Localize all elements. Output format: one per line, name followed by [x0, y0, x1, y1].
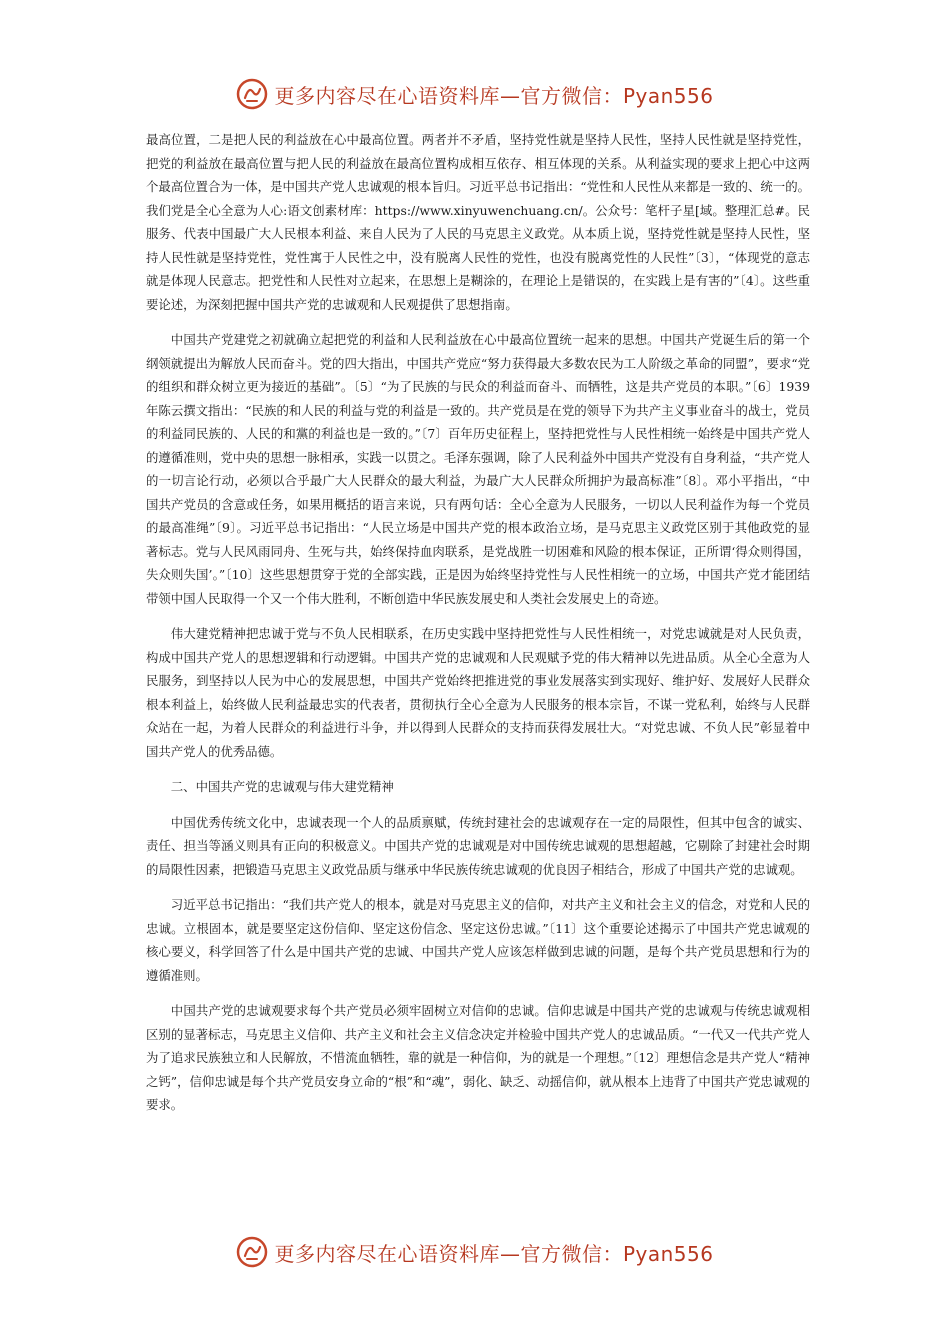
header-banner: [0, 74, 950, 114]
section-heading: 二、中国共产党的忠诚观与伟大建党精神: [170, 779, 394, 794]
banner-text: 更多内容尽在心语资料库—官方微信：Pyan556: [274, 1241, 714, 1266]
seal-logo-icon: [236, 78, 268, 110]
paragraph-6: 中国共产党的忠诚观要求每个共产党员必须牢固树立对信仰的忠诚。信仰忠诚是中国共产党的忠诚观与传统忠诚观相区别的显著标志，马克思主义信仰、共产主义和社会主义信念决定并检验中国共产党人的忠诚品质。“一代又一代共产党人为了追求民族独立和人民解放，不惜流血牺牲，靠的就是一种信仰，为的就是一个理想。”〔12〕理想信念是共产党人“精神之钙”，信仰忠诚是每个共产党员安身立命的“根”和“魂”，弱化、缺乏、动摇信仰，就从根本上违背了中国共产党忠诚观的要求。: [146, 1003, 810, 1112]
paragraph-3: 伟大建党精神把忠诚于党与不负人民相联系，在历史实践中坚持把党性与人民性相统一，对党忠诚就是对人民负责，构成中国共产党人的思想逻辑和行动逻辑。中国共产党的忠诚观和人民观赋予党的伟大精神以先进品质。从全心全意为人民服务，到坚持以人民为中心的发展思想，中国共产党始终把推进党的事业发展落实到实现好、维护好、发展好人民群众根本利益上，始终做人民利益最忠实的代表者，贯彻执行全心全意为人民服务的根本宗旨，不谋一党私利，始终与人民群众站在一起，为着人民群众的利益进行斗争，并以得到人民群众的支持而获得发展壮大。“对党忠诚、不负人民”彰显着中国共产党人的优秀品德。: [146, 626, 810, 759]
seal-logo-icon: [236, 1236, 268, 1268]
paragraph-2: 中国共产党建党之初就确立起把党的利益和人民利益放在心中最高位置统一起来的思想。中国共产党诞生后的第一个纲领就提出为解放人民而奋斗。党的四大指出，中国共产党应“努力获得最大多数农民为工人阶级之革命的同盟”，要求“党的组织和群众树立更为接近的基础”。〔5〕“为了民族的与民众的利益而奋斗、而牺牲，这是共产党员的本职。”〔6〕1939 年陈云撰文指出：“民族的和人民的利益与党的利益是一致的。共产党员是在党的领导下为共产主义事业奋斗的战士，党员的利益同民族的、人民的和黨的利益也是一致的。”〔7〕百年历史征程上，坚持把党性与人民性相统一始终是中国共产党人的遵循准则，党中央的思想一脉相承，实践一以贯之。毛泽东强调，除了人民利益外中国共产党没有自身利益，“共产党人的一切言论行动，必须以合乎最广大人民群众的最大利益，为最广大人民群众所拥护为最高标准”〔8〕。邓小平指出，“中国共产党员的含意或任务，如果用概括的语言来说，只有两句话：全心全意为人民服务，一切以人民利益作为每一个党员的最高准绳”〔9〕。习近平总书记指出：“人民立场是中国共产党的根本政治立场，是马克思主义政党区别于其他政党的显著标志。党与人民风雨同舟、生死与共，始终保持血肉联系，是党战胜一切困难和风险的根本保证，正所谓‘得众则得国，失众则失国’。”〔10〕这些思想贯穿于党的全部实践，正是因为始终坚持党性与人民性相统一的立场，中国共产党才能团结带领中国人民取得一个又一个伟大胜利，不断创造中华民族发展史和人类社会发展史上的奇迹。: [146, 332, 810, 606]
paragraph-1: 最高位置，二是把人民的利益放在心中最高位置。两者并不矛盾，坚持党性就是坚持人民性，坚持人民性就是坚持党性，把党的利益放在最高位置与把人民的利益放在最高位置构成相互依存、相互体现的关系。从利益实现的要求上把心中这两个最高位置合为一体，是中国共产党人忠诚观的根本旨归。习近平总书记指出：“党性和人民性从来都是一致的、统一的。我们党是全心全意为人心:语文创素材库：https://www.xinyuwenchuang.cn/。公众号：笔杆子星[域。整理汇总#。民服务、代表中国最广大人民根本利益、来自人民为了人民的马克思主义政党。从本质上说，坚持党性就是坚持人民性，坚持人民性就是坚持党性，党性寓于人民性之中，没有脱离人民性的党性，也没有脱离党性的人民性”〔3〕，“体现党的意志就是体现人民意志。把党性和人民性对立起来，在思想上是糊涂的，在理论上是错误的，在实践上是有害的”〔4〕。这些重要论述，为深刻把握中国共产党的忠诚观和人民观提供了思想指南。: [146, 132, 810, 312]
banner-text: 更多内容尽在心语资料库—官方微信：Pyan556: [274, 83, 714, 108]
paragraph-5: 习近平总书记指出：“我们共产党人的根本，就是对马克思主义的信仰，对共产主义和社会主义的信念，对党和人民的忠诚。立根固本，就是要坚定这份信仰、坚定这份信念、坚定这份忠诚。”〔11〕这个重要论述揭示了中国共产党忠诚观的核心要义，科学回答了什么是中国共产党的忠诚、中国共产党人应该怎样做到忠诚的问题，是每个共产党员思想和行为的遵循准则。: [146, 897, 810, 983]
document-body: [146, 128, 810, 1129]
paragraph-4: 中国优秀传统文化中，忠诚表现一个人的品质禀赋，传统封建社会的忠诚观存在一定的局限性，但其中包含的诚实、责任、担当等涵义则具有正向的积极意义。中国共产党的忠诚观是对中国传统忠诚观的思想超越，它剔除了封建社会时期的局限性因素，把锻造马克思主义政党品质与继承中华民族传统忠诚观的优良因子相结合，形成了中国共产党的忠诚观。: [146, 814, 810, 877]
footer-banner: [0, 1232, 950, 1272]
